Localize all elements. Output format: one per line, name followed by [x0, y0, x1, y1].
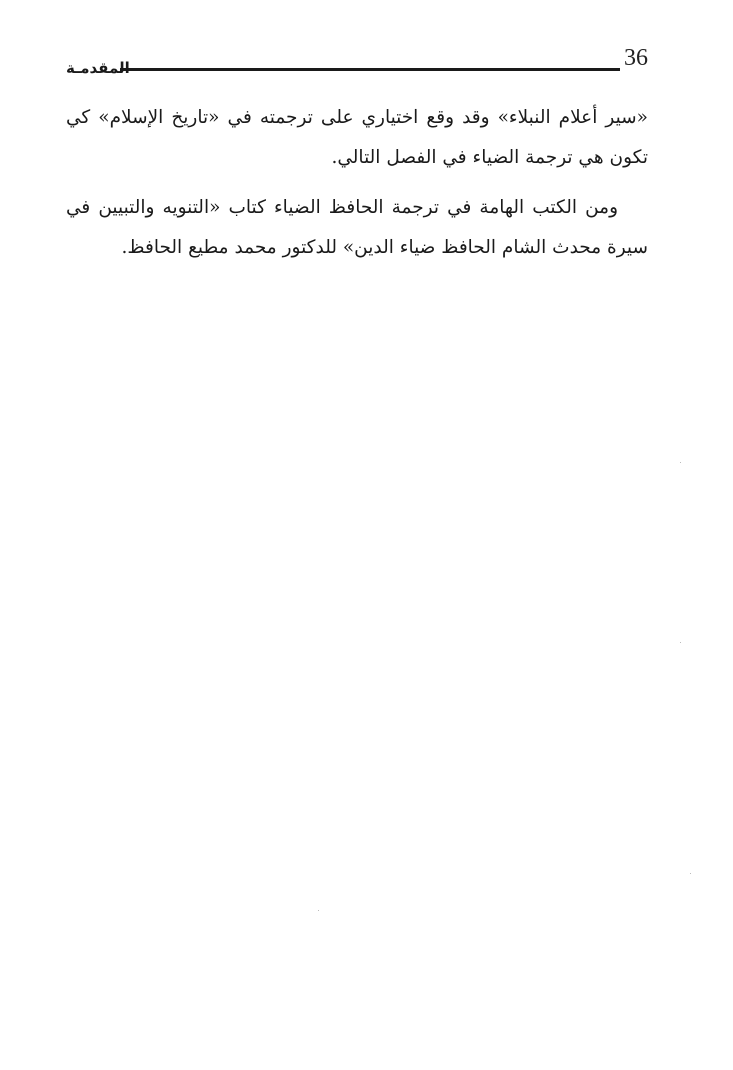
header-rule	[120, 68, 620, 71]
scan-speck	[318, 910, 319, 911]
section-title: المقدمـة	[66, 59, 130, 77]
page-number: 36	[624, 45, 648, 71]
scan-speck	[690, 873, 691, 874]
scan-speck	[680, 642, 681, 643]
paragraph: ومن الكتب الهامة في ترجمة الحافظ الضياء كتاب «التنويه والتبيين في سيرة محدث الشام الحافظ ضياء الدين» للدكتور محمد مطيع الحافظ.	[66, 197, 648, 258]
body-text	[66, 98, 648, 278]
paragraph: «سير أعلام النبلاء» وقد وقع اختياري على ترجمته في «تاريخ الإسلام» كي تكون هي ترجمة الضياء في الفصل التالي.	[66, 107, 648, 168]
page-header	[62, 44, 654, 78]
scan-speck	[680, 462, 681, 463]
